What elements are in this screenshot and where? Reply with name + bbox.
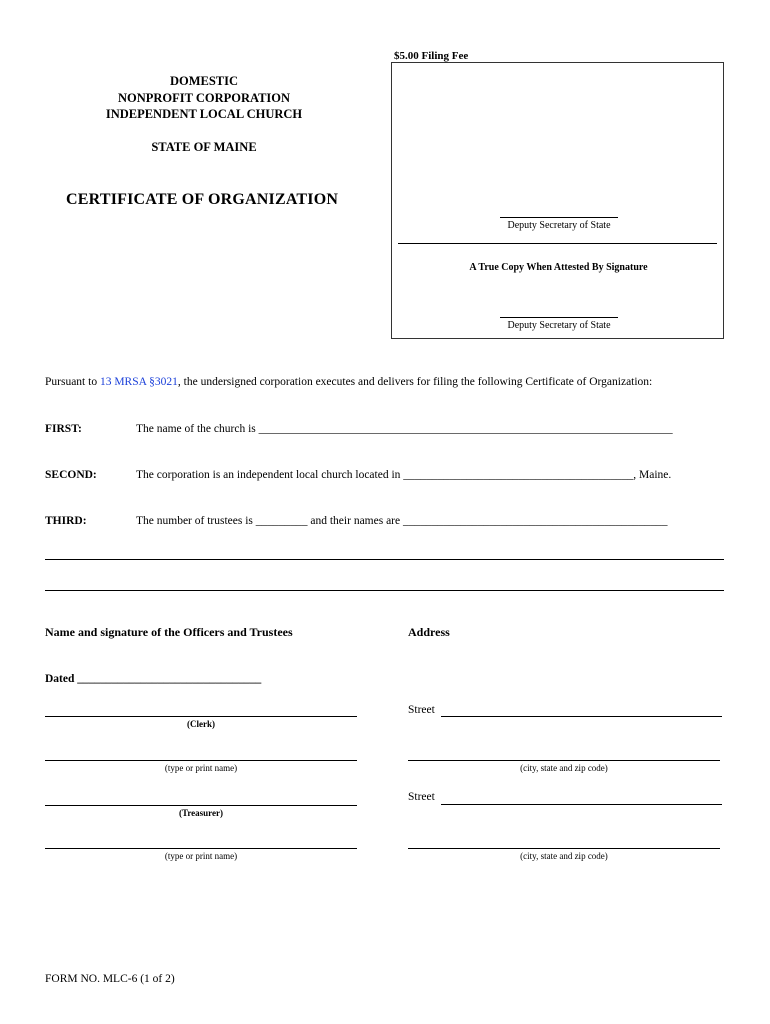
form-header <box>60 73 348 123</box>
clerk-signature-line[interactable] <box>45 716 357 717</box>
church-location-field[interactable]: The corporation is an independent local church located in ________________________________________, Maine. <box>136 469 672 481</box>
street-line-2[interactable] <box>441 804 722 805</box>
page-title: CERTIFICATE OF ORGANIZATION <box>66 191 339 208</box>
city-caption-1: (city, state and zip code) <box>520 763 608 773</box>
box-divider <box>398 243 717 244</box>
street-label-1: Street <box>408 704 435 716</box>
statute-link[interactable]: 13 MRSA §3021 <box>99 376 178 388</box>
treasurer-caption: (Treasurer) <box>179 808 223 818</box>
clerk-print-name-line[interactable] <box>45 760 357 761</box>
filing-fee-label: $5.00 Filing Fee <box>394 50 469 62</box>
street-line-1[interactable] <box>441 716 722 717</box>
intro-text-after: , the undersigned corporation executes and delivers for filing the following Certificate of Organization: <box>177 376 653 388</box>
state-label: STATE OF MAINE <box>151 140 257 154</box>
church-name-field[interactable]: The name of the church is ________________________________________________________________________ <box>136 423 673 435</box>
deputy-signature-line-2 <box>500 317 618 318</box>
city-caption-2: (city, state and zip code) <box>520 851 608 861</box>
treasurer-signature-line[interactable] <box>45 805 357 806</box>
deputy-label-1: Deputy Secretary of State <box>507 220 611 231</box>
clerk-caption: (Clerk) <box>187 719 215 729</box>
clerk-print-name-caption: (type or print name) <box>164 763 238 773</box>
trustees-field[interactable]: The number of trustees is _________ and their names are ______________________________________________ <box>136 515 668 527</box>
trustee-names-line-1[interactable] <box>45 559 724 560</box>
form-number-footer: FORM NO. MLC-6 (1 of 2) <box>45 973 175 985</box>
treasurer-print-name-caption: (type or print name) <box>164 851 238 861</box>
city-line-2[interactable] <box>408 848 720 849</box>
trustee-names-line-2[interactable] <box>45 590 724 591</box>
article-third-label: THIRD: <box>45 515 87 527</box>
intro-text-before: Pursuant to <box>45 376 100 388</box>
true-copy-label: A True Copy When Attested By Signature <box>469 262 648 273</box>
city-line-1[interactable] <box>408 760 720 761</box>
deputy-signature-line-1 <box>500 217 618 218</box>
header-line-church: INDEPENDENT LOCAL CHURCH <box>105 107 303 121</box>
deputy-label-2: Deputy Secretary of State <box>507 320 611 331</box>
street-label-2: Street <box>408 791 435 803</box>
filing-stamp-box <box>391 62 724 339</box>
header-line-nonprofit: NONPROFIT CORPORATION <box>117 90 291 105</box>
treasurer-print-name-line[interactable] <box>45 848 357 849</box>
officers-heading: Name and signature of the Officers and Trustees <box>45 625 293 639</box>
intro-paragraph <box>45 376 652 388</box>
header-line-domestic: DOMESTIC <box>169 74 239 88</box>
article-first-label: FIRST: <box>45 423 82 435</box>
dated-field[interactable]: Dated ________________________________ <box>45 673 262 685</box>
article-second-label: SECOND: <box>45 469 97 481</box>
address-heading: Address <box>408 625 450 639</box>
